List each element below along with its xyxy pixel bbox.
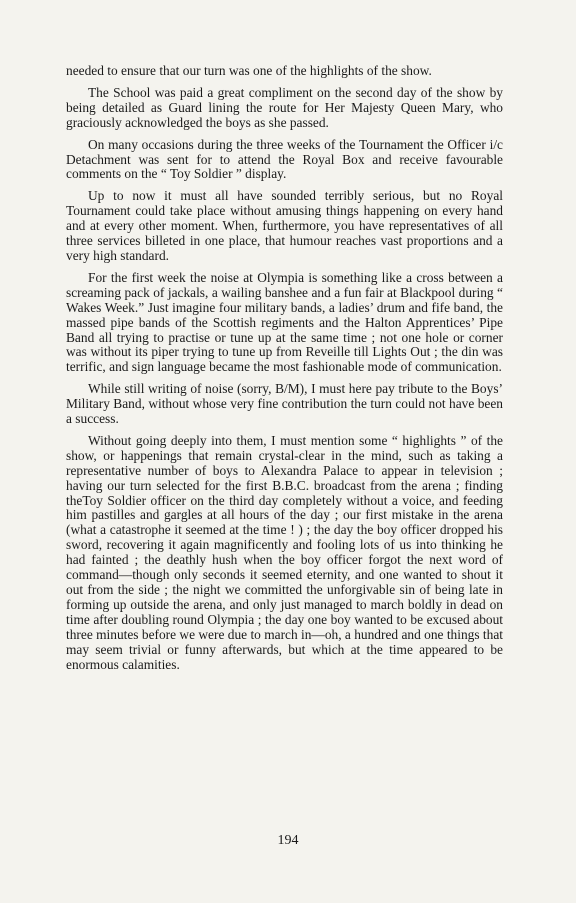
paragraph-humour: Up to now it must all have sounded terribly serious, but no Royal Tournament could take place without amusing things happening on every hand and at every other moment. When, furthermore, you have representatives of all three services billeted in one place, that humour reaches vast proportions and a very high standard. bbox=[66, 188, 503, 263]
paragraph-noise-olympia: For the first week the noise at Olympia is something like a cross between a screaming pack of jackals, a wailing banshee and a fun fair at Blackpool during “ Wakes Week.” Just imagine four military bands, a ladies’ drum and fife band, the massed pipe bands of the Scottish regiments and the Halton Apprentices’ Pipe Band all trying to practise or tune up at the same time ; not one hole or corner was without its piper trying to tune up from Reveille till Lights Out ; the din was terrific, and sign language became the most fashionable mode of communication. bbox=[66, 269, 503, 375]
paragraph-military-band: While still writing of noise (sorry, B/M), I must here pay tribute to the Boys’ Military Band, without whose very fine contribution the turn could not have been a success. bbox=[66, 381, 503, 427]
page-body bbox=[66, 64, 503, 679]
paragraph-queen-mary: The School was paid a great compliment on the second day of the show by being detailed as Guard lining the route for Her Majesty Queen Mary, who graciously acknowledged the boys as she passed. bbox=[66, 84, 503, 130]
paragraph-highlights: Without going deeply into them, I must mention some “ highlights ” of the show, or happenings that remain crystal-clear in the mind, such as taking a representative number of boys to Alexandra Palace to appear in television ; having our turn selected for the first B.B.C. broadcast from the arena ; finding theToy Soldier officer on the third day completely without a voice, and feeding him pastilles and gargles at all hours of the day ; our first mistake in the arena (what a catastrophe it seemed at the time ! ) ; the day the boy officer dropped his sword, recovering it again magnificently and fooling lots of us into thinking he had fainted ; the deathly hush when the boy officer forgot the next word of command—though only seconds it seemed eternity, and one wanted to shout it out from the side ; the night we committed the unforgivable sin of being late in forming up outside the arena, and only just managed to march boldly in dead on time after doubling round Olympia ; the day one boy wanted to be excused about three minutes before we were due to march in—oh, a hundred and one things that may seem trivial or funny afterwards, but which at the time appeared to be enormous calamities. bbox=[66, 432, 503, 672]
paragraph-royal-box: On many occasions during the three weeks of the Tournament the Officer i/c Detachment was sent for to attend the Royal Box and receive favourable comments on the “ Toy Soldier ” display. bbox=[66, 136, 503, 182]
paragraph-continuation: needed to ensure that our turn was one of the highlights of the show. bbox=[66, 63, 432, 78]
page-number: 194 bbox=[277, 833, 299, 848]
